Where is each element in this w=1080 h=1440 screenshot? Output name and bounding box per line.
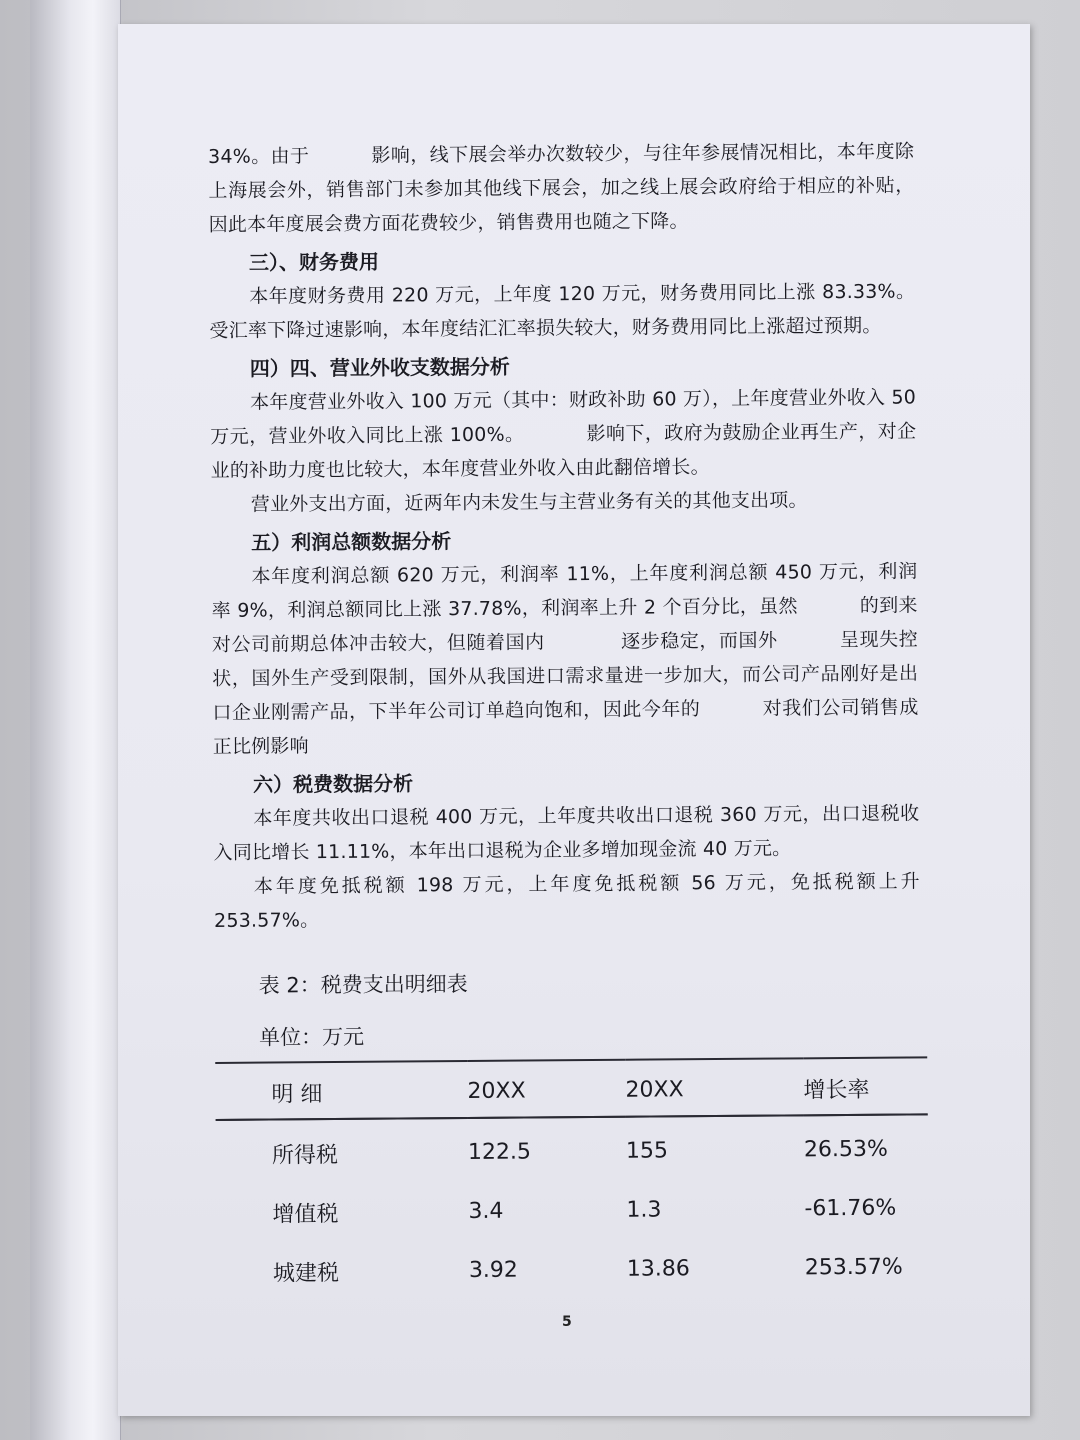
cell-growth: -61.76% xyxy=(804,1195,897,1222)
cell-value: 1.3 xyxy=(626,1197,662,1223)
section-4-paragraph-2: 营业外支出方面，近两年内未发生与主营业务有关的其他支出项。 xyxy=(250,489,808,516)
page-number: 5 xyxy=(562,1314,572,1330)
row-label: 城建税 xyxy=(272,1261,340,1287)
cell-value: 13.86 xyxy=(626,1256,690,1282)
header-year-2: 20XX xyxy=(625,1077,684,1103)
header-detail: 明 细 xyxy=(271,1082,323,1108)
header-growth-rate: 增长率 xyxy=(803,1077,870,1104)
table-row xyxy=(216,1174,928,1239)
sec5-text-c: 逐步稳定，而国外 xyxy=(620,629,778,653)
section-6-heading: 六）税费数据分析 xyxy=(252,771,414,797)
sec4-text-b: 影响下，政府为鼓励企业再生产，对企业的补助力度也比较大，本年度营业外收入由此翻倍增长。 xyxy=(210,420,917,482)
section-5-heading: 五）利润总额数据分析 xyxy=(251,529,452,555)
sec5-text-b: 的到来对公司前期总体冲击较大，但随着国内 xyxy=(211,594,918,656)
cell-value: 122.5 xyxy=(467,1139,532,1165)
table-header-row xyxy=(215,1057,927,1120)
sec5-text-d: 呈现失控状，国外生产受到限制，国外从我国进口需求量进一步加大，而公司产品刚好是出口企业刚需产品，下半年公司订单趋向饱和，因此今年的 xyxy=(212,628,919,724)
section-3-paragraph: 本年度财务费用 220 万元，上年度 120 万元，财务费用同比上涨 83.33%。受汇率下降过速影响，本年度结汇汇率损失较大，财务费用同比上涨超过预期。 xyxy=(209,280,916,342)
section-4-paragraph-1 xyxy=(210,380,917,488)
table-row xyxy=(217,1233,929,1298)
cell-value: 3.92 xyxy=(468,1257,518,1283)
sec5-text-a: 本年度利润总额 620 万元，利润率 11%，上年度利润总额 450 万元，利润率 9%，利润总额同比上涨 37.78%，利润率上升 2 个百分比，虽然 xyxy=(211,560,918,622)
intro-text-1: 34%。由于 xyxy=(208,145,310,168)
cell-value: 3.4 xyxy=(468,1198,504,1224)
cell-value: 155 xyxy=(625,1138,669,1164)
cell-growth: 26.53% xyxy=(803,1136,888,1163)
intro-text-2: 影响，线下展会举办次数较少，与往年参展情况相比，本年度除上海展会外，销售部门未参加其他线下展会，加之线上展会政府给于相应的补贴，因此本年度展会费方面花费较少，销售费用也随之下降。 xyxy=(208,140,915,236)
row-label: 所得税 xyxy=(271,1143,339,1169)
table-row xyxy=(216,1114,928,1180)
section-3-heading: 三）、财务费用 xyxy=(248,249,380,275)
row-label: 增值税 xyxy=(272,1202,339,1228)
section-6-paragraph-1: 本年度共收出口退税 400 万元，上年度共收出口退税 360 万元，出口退税收入同比增长 11.11%，本年出口退税为企业多增加现金流 40 万元。 xyxy=(213,802,920,864)
sec5-text-e: 对我们公司销售成正比例影响 xyxy=(212,696,919,758)
document-page xyxy=(118,24,1030,1416)
cell-growth: 253.57% xyxy=(804,1254,903,1281)
header-year-1: 20XX xyxy=(467,1078,526,1104)
table-caption: 表 2：税费支出明细表 xyxy=(258,971,468,998)
table-unit: 单位：万元 xyxy=(258,1024,365,1050)
section-4-heading: 四）四、营业外收支数据分析 xyxy=(249,354,510,381)
tax-detail-table xyxy=(215,1056,929,1298)
intro-paragraph xyxy=(208,134,915,242)
binder-spine xyxy=(30,0,121,1440)
sec4-text-a: 本年度营业外收入 100 万元（其中：财政补助 60 万），上年度营业外收入 50 万元，营业外收入同比上涨 100%。 xyxy=(210,386,917,448)
page-content xyxy=(208,134,923,1298)
section-5-paragraph xyxy=(211,554,919,764)
section-6-paragraph-2: 本年度免抵税额 198 万元，上年度免抵税额 56 万元，免抵税额上升 253.57%。 xyxy=(214,870,920,932)
